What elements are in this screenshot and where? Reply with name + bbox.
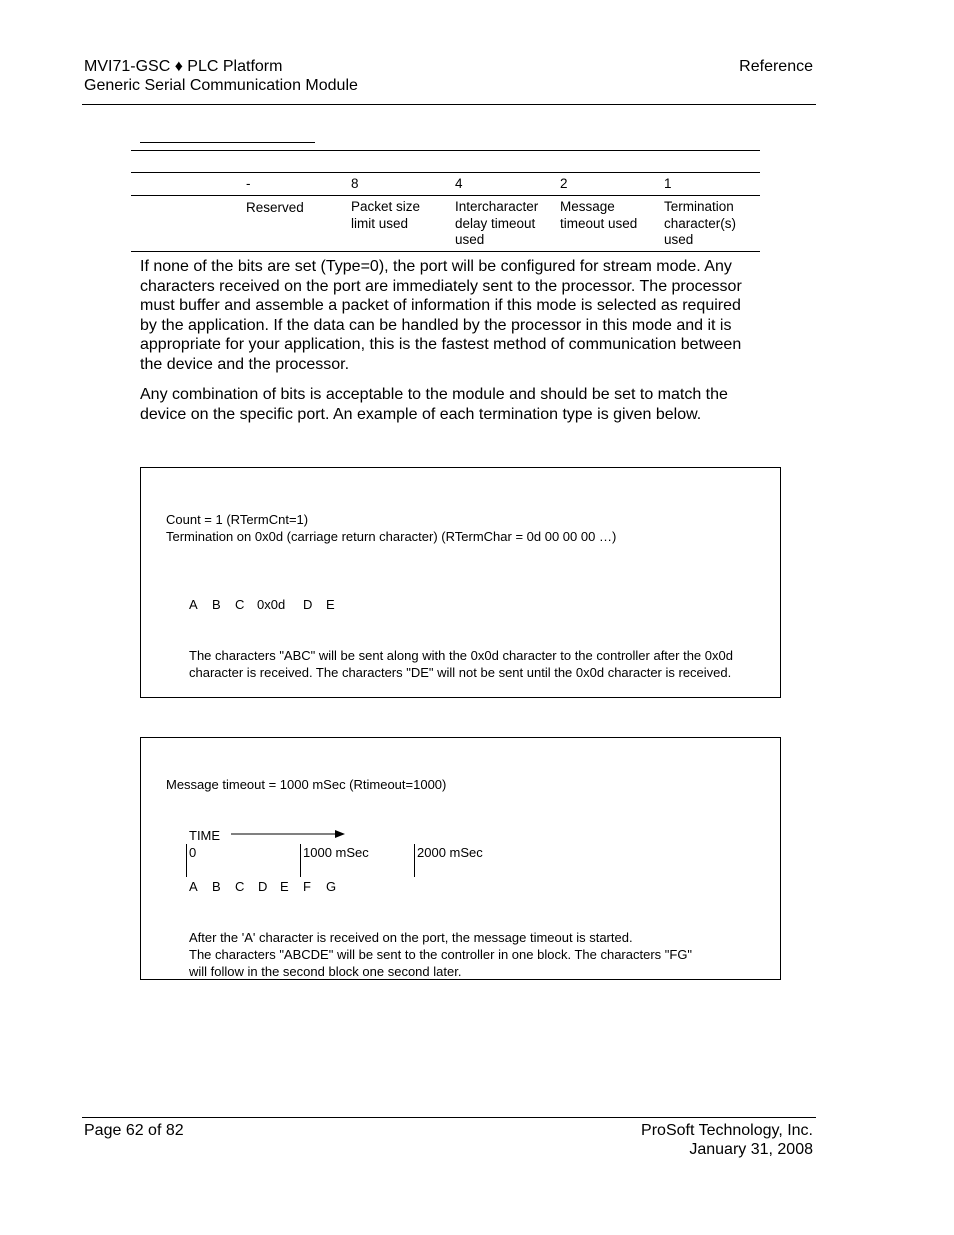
- header-section: Reference: [739, 58, 813, 75]
- example2-timeout-line: Message timeout = 1000 mSec (Rtimeout=1000): [166, 777, 447, 792]
- sequence-char: A: [189, 879, 198, 894]
- paragraph-stream-mode: If none of the bits are set (Type=0), the port will be configured for stream mode. Any characters received on the port are immediately sent to the processor. The processor must buffer and assemble a packet of information if this mode is selected as required by the application. If the data can be handled by the processor in this mode and it is appropriate for your application, this is the fastest method of communication between the device and the processor.: [140, 258, 742, 373]
- bit-description: Termination character(s) used: [664, 199, 737, 247]
- time-label: TIME: [189, 828, 221, 843]
- footer-date: January 31, 2008: [689, 1141, 813, 1158]
- tick-label: 2000 mSec: [417, 845, 483, 860]
- time-arrow-icon: [231, 828, 347, 840]
- sequence-char: F: [303, 879, 311, 894]
- bit-cell: -: [246, 176, 251, 191]
- bit-cell: 2: [560, 176, 568, 191]
- example-termination-box: [140, 467, 781, 698]
- sequence-char: C: [235, 879, 245, 894]
- sequence-char: E: [280, 879, 289, 894]
- bit-description: Message timeout used: [560, 199, 638, 231]
- page-number: Page 62 of 82: [84, 1122, 184, 1139]
- tick-mark: [414, 844, 415, 877]
- sequence-char: B: [212, 597, 221, 612]
- tick-label: 1000 mSec: [303, 845, 369, 860]
- example1-count-line: Count = 1 (RTermCnt=1): [166, 512, 309, 527]
- bit-cell: 4: [455, 176, 463, 191]
- bit-description: Intercharacter delay timeout used: [455, 199, 539, 247]
- sequence-char: B: [212, 879, 221, 894]
- header-subtitle: Generic Serial Communication Module: [84, 77, 358, 94]
- example2-note-line1: After the 'A' character is received on the port, the message timeout is started.: [189, 930, 633, 945]
- sequence-char: E: [326, 597, 335, 612]
- sequence-char: 0x0d: [257, 597, 286, 612]
- example1-termination-line: Termination on 0x0d (carriage return character) (RTermChar = 0d 00 00 00 …): [166, 529, 617, 544]
- sequence-char: A: [189, 597, 198, 612]
- sequence-char: D: [303, 597, 313, 612]
- sequence-char: C: [235, 597, 245, 612]
- table-bottom-rule: [131, 251, 760, 252]
- table-row-rule: [131, 195, 760, 196]
- table-header-rule: [131, 172, 760, 173]
- tick-label: 0: [189, 845, 197, 860]
- sequence-char: G: [326, 879, 337, 894]
- bit-description: Reserved: [246, 200, 304, 215]
- example2-note-line2: The characters "ABCDE" will be sent to the controller in one block. The characters "FG" will follow in the second block one second later.: [189, 947, 693, 979]
- footer-rule: [82, 1117, 816, 1118]
- tick-mark: [186, 844, 187, 877]
- footer-company: ProSoft Technology, Inc.: [641, 1122, 813, 1139]
- header-title: MVI71-GSC ♦ PLC Platform: [84, 58, 283, 75]
- tick-mark: [300, 844, 301, 877]
- example1-note: The characters "ABC" will be sent along with the 0x0d character to the controller after the 0x0d character is received. The characters "DE" will not be sent until the 0x0d character is received.: [189, 648, 733, 680]
- bit-cell: 8: [351, 176, 359, 191]
- example-timeout-box: [140, 737, 781, 980]
- header-rule: [82, 104, 816, 105]
- table-caption-rule: [140, 142, 315, 143]
- bit-cell: 1: [664, 176, 672, 191]
- sequence-char: D: [258, 879, 268, 894]
- table-top-rule: [131, 150, 760, 151]
- paragraph-combination: Any combination of bits is acceptable to the module and should be set to match the device on the specific port. An example of each termination type is given below.: [140, 386, 728, 423]
- bit-description: Packet size limit used: [351, 199, 421, 231]
